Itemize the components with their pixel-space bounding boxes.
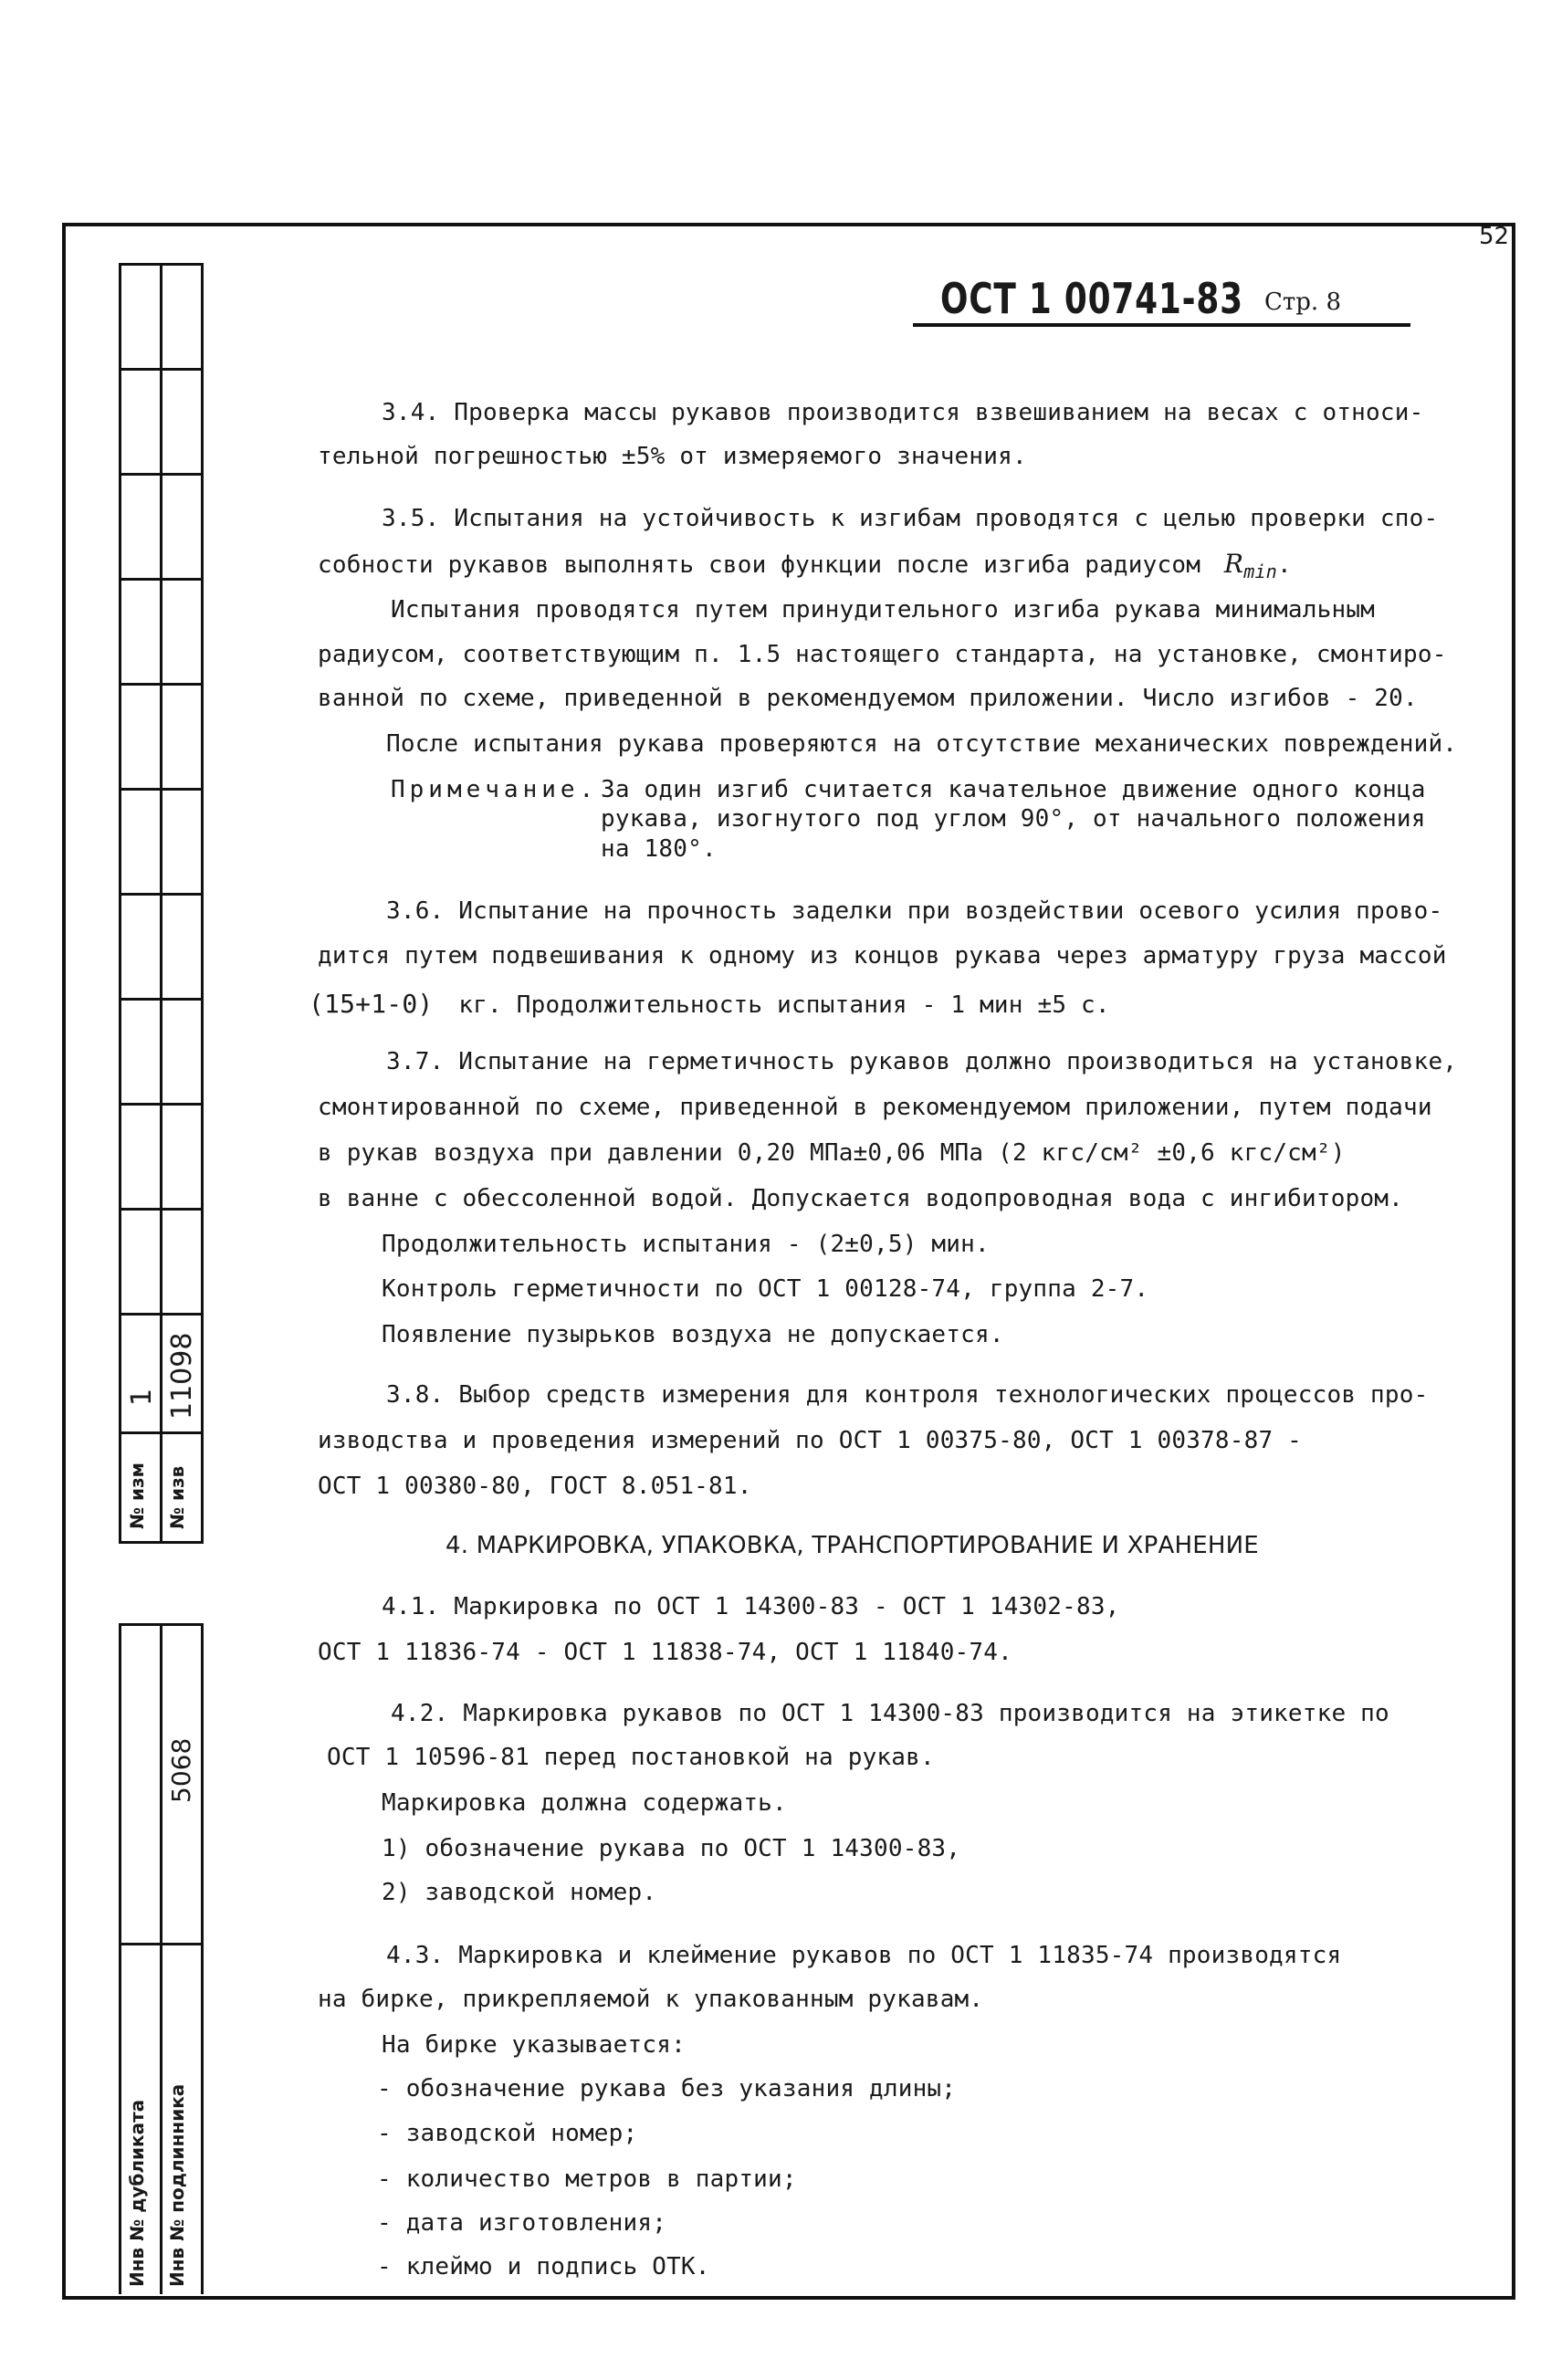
p3-5-line2: собности рукавов выполнять свои функции после изгиба радиусом $R_{min}$. [318,549,1292,582]
p3-8-line1: 3.8. Выбор средств измерения для контроля технологических процессов про- [386,1381,1429,1409]
inv-orig-value: 5068 [166,1737,196,1803]
p4-3-line6: - количество метров в партии; [377,2165,797,2193]
rmin-subscript: min [1243,561,1277,582]
p3-5-line3: Испытания проводятся путем принудительного изгиба рукава минимальным [391,596,1376,624]
header-underline [913,323,1410,327]
page-label: Стр. 8 [1264,288,1341,316]
p4-3-line8: - клеймо и подпись ОТК. [377,2253,710,2280]
p4-3-line7: - дата изготовления; [377,2209,667,2237]
p3-4-line1: 3.4. Проверка массы рукавов производится взвешиванием на весах с относи- [382,399,1424,426]
rmin-symbol: R [1223,549,1244,579]
p3-4-line2: тельной погрешностью ±5% от измеряемого значения. [318,443,1027,470]
p3-6-line1: 3.6. Испытание на прочность заделки при воздействии осевого усилия прово- [386,897,1443,925]
p4-2-line4: 1) обозначение рукава по ОСТ 1 14300-83, [382,1835,961,1862]
p3-6-line3-text: кг. Продолжительность испытания - 1 мин ±5 с. [458,991,1110,1019]
section-4-title: 4. МАРКИРОВКА, УПАКОВКА, ТРАНСПОРТИРОВАНИЕ И ХРАНЕНИЕ [446,1532,1259,1559]
p3-5-line2-text: собности рукавов выполнять свои функции после изгиба радиусом [318,551,1201,579]
p3-7-line3: в рукав воздуха при давлении 0,20 МПа±0,06 МПа (2 кгс/см² ±0,6 кгс/см²) [318,1139,1346,1167]
p4-2-line2: ОСТ 1 10596-81 перед постановкой на рукав. [327,1744,935,1771]
p4-1-line2: ОСТ 1 11836-74 - ОСТ 1 11838-74, ОСТ 1 11840-74. [318,1639,1012,1666]
p4-3-line2: на бирке, прикрепляемой к упакованным рукавам. [318,1986,984,2013]
p4-2-line5: 2) заводской номер. [382,1879,657,1906]
p3-7-line7: Появление пузырьков воздуха не допускается. [382,1321,1004,1348]
p4-2-line1: 4.2. Маркировка рукавов по ОСТ 1 14300-83 производится на этикетке по [391,1700,1389,1727]
p3-7-line1: 3.7. Испытание на герметичность рукавов должно производиться на установке, [386,1048,1458,1075]
change-no-value: 1 [126,1388,158,1406]
change-no-label: № изм [126,1462,148,1529]
mass-tolerance: (15+1-0) [309,989,434,1019]
p3-5-line6: После испытания рукава проверяются на отсутствие механических повреждений. [386,730,1458,758]
p3-8-line3: ОСТ 1 00380-80, ГОСТ 8.051-81. [318,1473,752,1500]
p3-6-line2: дится путем подвешивания к одному из концов рукава через арматуру груза массой [318,942,1447,970]
p3-7-line2: смонтированной по схеме, приведенной в рекомендуемом приложении, путем подачи [318,1094,1432,1121]
p3-5-line4: радиусом, соответствующим п. 1.5 настоящего стандарта, на установке, смонтиро- [318,641,1447,668]
p3-7-line6: Контроль герметичности по ОСТ 1 00128-74, группа 2-7. [382,1275,1149,1303]
inv-dup-label: Инв № дубликата [126,2099,148,2287]
p3-8-line2: изводства и проведения измерений по ОСТ 1 00375-80, ОСТ 1 00378-87 - [318,1427,1303,1454]
p3-5-line1: 3.5. Испытания на устойчивость к изгибам проводятся с целью проверки спо- [382,505,1439,532]
p4-1-line1: 4.1. Маркировка по ОСТ 1 14300-83 - ОСТ 1 14302-83, [382,1593,1120,1620]
note-line2: рукава, изогнутого под углом 90°, от начального положения [601,805,1426,833]
p4-3-line5: - заводской номер; [377,2120,638,2147]
p3-5-line5: ванной по схеме, приведенной в рекомендуемом приложении. Число изгибов - 20. [318,685,1418,712]
doc-code: ОСТ 1 00741-83 [940,274,1243,323]
p4-2-line3: Маркировка должна содержать. [382,1789,787,1817]
note-line1: За один изгиб считается качательное движение одного конца [601,776,1426,803]
p4-3-line1: 4.3. Маркировка и клеймение рукавов по ОСТ 1 11835-74 производятся [386,1942,1342,1969]
note-label: Примечание. [391,776,599,803]
note-line3: на 180°. [601,835,717,863]
notice-no-value: 11098 [166,1332,198,1420]
sheet-number: 52 [1479,223,1510,250]
p3-7-line4: в ванне с обессоленной водой. Допускается водопроводная вода с ингибитором. [318,1185,1403,1212]
p4-3-line3: На бирке указывается: [382,2031,686,2059]
p4-3-line4: - обозначение рукава без указания длины; [377,2075,957,2102]
p3-6-line3 [309,991,1110,1019]
p3-7-line5: Продолжительность испытания - (2±0,5) мин. [382,1231,990,1258]
notice-no-label: № изв [166,1465,188,1529]
inv-orig-label: Инв № подлинника [166,2083,188,2287]
